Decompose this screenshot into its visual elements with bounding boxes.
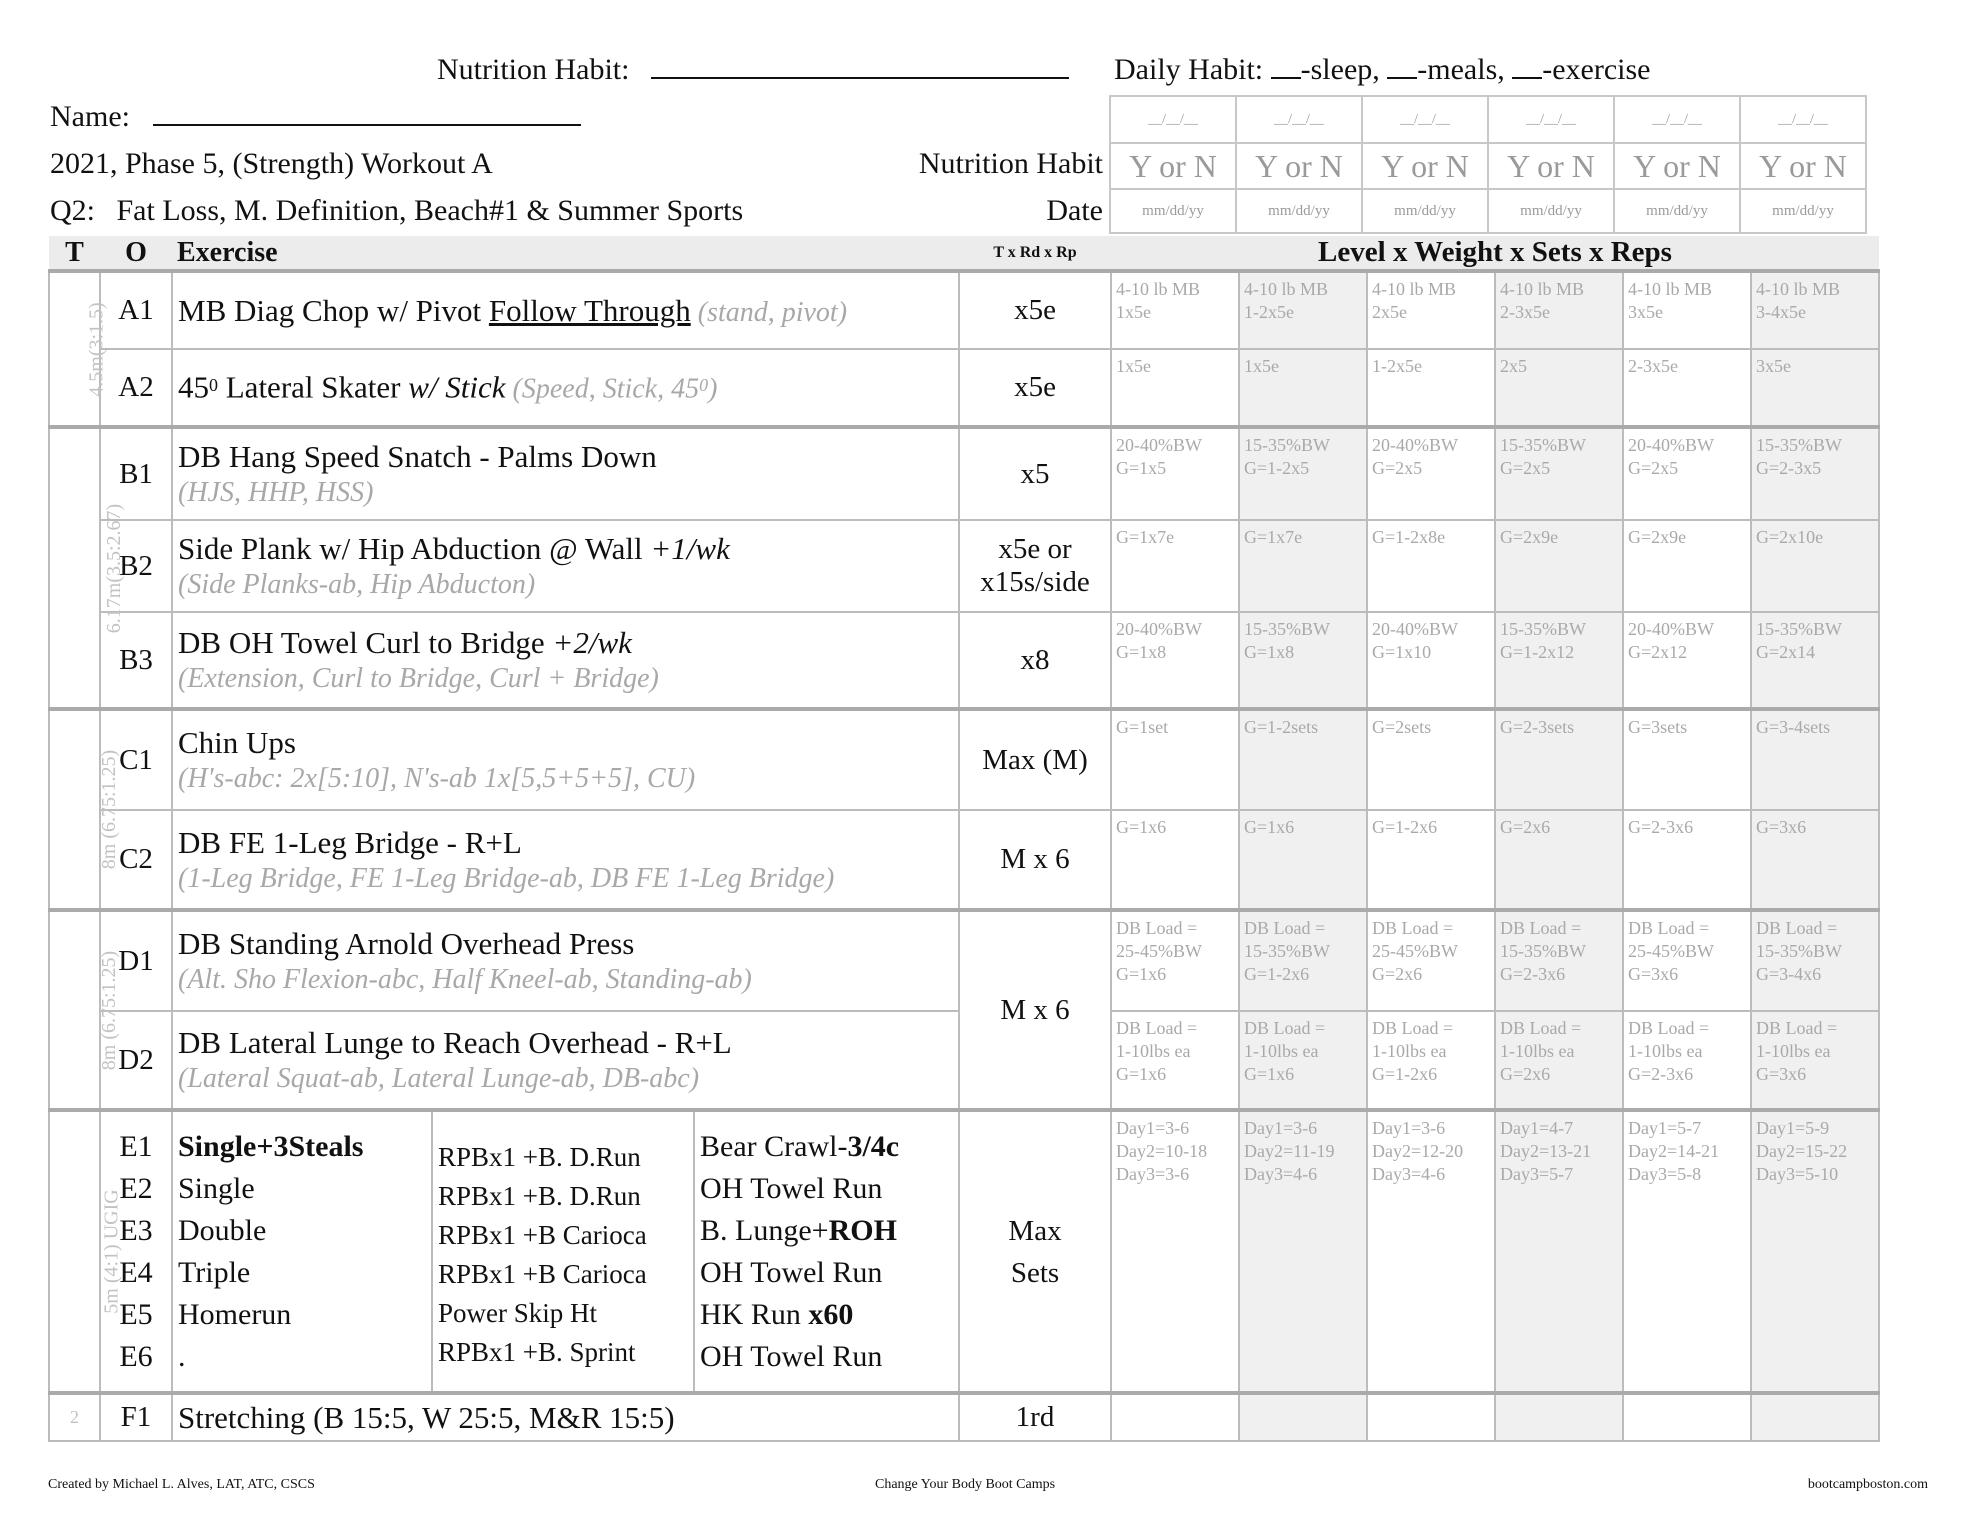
footer-website[interactable]: bootcampboston.com [1807,1477,1928,1492]
level-cell[interactable]: 2-3x5e [1623,349,1751,427]
level-cell[interactable]: 4-10 lb MB 2x5e [1367,271,1495,349]
level-cell[interactable]: G=1x7e [1111,520,1239,612]
blank-cell[interactable]: __/__/__ [1362,96,1488,143]
date-cell[interactable]: mm/dd/yy [1110,189,1236,233]
level-cell[interactable]: Day1=4-7 Day2=13-21 Day3=5-7 [1495,1110,1623,1393]
level-cell[interactable]: Day1=3-6 Day2=11-19 Day3=4-6 [1239,1110,1367,1393]
col-t: T [49,236,100,271]
nutrition-habit-line [437,53,1069,87]
exercise-label: -exercise [1542,53,1651,86]
level-cell[interactable]: G=2-3x6 [1623,810,1751,910]
workout-table [48,236,1880,1442]
order-label: A1 [100,271,172,349]
yn-cell[interactable]: Y or N [1362,143,1488,189]
name-line [50,100,581,134]
row-e [49,1110,1879,1393]
level-cell[interactable]: 4-10 lb MB 3-4x5e [1751,271,1879,349]
yn-cell[interactable]: Y or N [1614,143,1740,189]
level-cell[interactable]: 15-35%BW G=1-2x5 [1239,427,1367,520]
nutrition-habit-blank[interactable] [651,53,1069,79]
meals-label: -meals, [1417,53,1505,86]
level-cell[interactable]: 20-40%BW G=2x5 [1623,427,1751,520]
row-nutrition-label: Nutrition Habit [918,147,1103,180]
name-blank[interactable] [153,100,581,126]
txr-cell: Max Sets [959,1110,1111,1393]
level-cell[interactable]: 4-10 lb MB 2-3x5e [1495,271,1623,349]
level-cell[interactable]: 20-40%BW G=2x5 [1367,427,1495,520]
group-label-a: 4.5m(3:1.5) [49,271,100,427]
blank-cell[interactable]: __/__/__ [1236,96,1362,143]
txr-cell: x8 [959,612,1111,709]
level-cell[interactable]: G=2x9e [1495,520,1623,612]
level-cell[interactable]: Day1=5-9 Day2=15-22 Day3=5-10 [1751,1110,1879,1393]
level-cell[interactable]: G=2-3sets [1495,709,1623,810]
yn-cell[interactable]: Y or N [1110,143,1236,189]
exercise-cell: DB FE 1-Leg Bridge - R+L (1-Leg Bridge, FE 1-Leg Bridge-ab, DB FE 1-Leg Bridge) [172,810,959,910]
level-cell[interactable]: DB Load = 1-10lbs ea G=1x6 [1111,1011,1239,1110]
level-cell[interactable]: Day1=3-6 Day2=10-18 Day3=3-6 [1111,1110,1239,1393]
level-cell[interactable]: DB Load = 15-35%BW G=2-3x6 [1495,910,1623,1011]
level-cell[interactable]: G=1-2x6 [1367,810,1495,910]
blank-cell[interactable]: __/__/__ [1614,96,1740,143]
goals-text: Fat Loss, M. Definition, Beach#1 & Summer Sports [116,194,744,227]
level-cell[interactable]: DB Load = 1-10lbs ea G=3x6 [1751,1011,1879,1110]
level-cell[interactable] [1111,1393,1239,1441]
level-cell[interactable]: 20-40%BW G=1x8 [1111,612,1239,709]
level-cell[interactable]: G=3x6 [1751,810,1879,910]
level-cell[interactable]: DB Load = 25-45%BW G=3x6 [1623,910,1751,1011]
level-cell[interactable] [1495,1393,1623,1441]
col-txr: T x Rd x Rp [959,236,1111,271]
level-cell[interactable] [1623,1393,1751,1441]
col-levels: Level x Weight x Sets x Reps [1111,236,1879,271]
group-label-e: 5m (4:1) UGIG [49,1110,100,1393]
order-label: D2 [100,1011,172,1110]
level-cell[interactable]: DB Load = 15-35%BW G=3-4x6 [1751,910,1879,1011]
exercise-cell: MB Diag Chop w/ Pivot Follow Through (stand, pivot) [172,271,959,349]
level-cell[interactable]: DB Load = 25-45%BW G=2x6 [1367,910,1495,1011]
level-cell[interactable]: 4-10 lb MB 3x5e [1623,271,1751,349]
order-label: B3 [100,612,172,709]
level-cell[interactable] [1751,1393,1879,1441]
yn-cell[interactable]: Y or N [1236,143,1362,189]
e-mid-cell: RPBx1 +B. D.Run RPBx1 +B. D.Run RPBx1 +B Carioca RPBx1 +B Carioca Power Skip Ht RPBx1 +B. Sprint [432,1110,694,1393]
txr-cell: M x 6 [959,910,1111,1110]
level-cell[interactable]: DB Load = 1-10lbs ea G=1x6 [1239,1011,1367,1110]
txr-cell: 1rd [959,1393,1111,1441]
level-cell[interactable] [1239,1393,1367,1441]
level-cell[interactable]: 1x5e [1239,349,1367,427]
row-b2 [49,520,1879,612]
level-cell[interactable]: 1x5e [1111,349,1239,427]
footer-credit: Created by Michael L. Alves, LAT, ATC, CSCS [48,1477,315,1492]
level-cell[interactable]: G=2sets [1367,709,1495,810]
level-cell[interactable]: 15-35%BW G=2x5 [1495,427,1623,520]
level-cell[interactable]: DB Load = 1-10lbs ea G=1-2x6 [1367,1011,1495,1110]
blank-cell[interactable]: __/__/__ [1740,96,1866,143]
exercise-cell: Side Plank w/ Hip Abduction @ Wall +1/wk (Side Planks-ab, Hip Abducton) [172,520,959,612]
level-cell[interactable]: G=1x7e [1239,520,1367,612]
order-label: A2 [100,349,172,427]
date-cell[interactable]: mm/dd/yy [1488,189,1614,233]
level-cell[interactable]: G=1-2x8e [1367,520,1495,612]
level-cell[interactable]: DB Load = 1-10lbs ea G=2-3x6 [1623,1011,1751,1110]
name-label: Name: [50,100,130,133]
date-cell[interactable]: mm/dd/yy [1740,189,1866,233]
level-cell[interactable]: 2x5 [1495,349,1623,427]
nutrition-habit-label: Nutrition Habit: [437,53,630,86]
txr-cell: M x 6 [959,810,1111,910]
quarter-label: Q2: [50,194,95,227]
level-cell[interactable]: 4-10 lb MB 1x5e [1111,271,1239,349]
level-cell[interactable]: G=1set [1111,709,1239,810]
row-d1 [49,910,1879,1011]
level-cell[interactable]: DB Load = 1-10lbs ea G=2x6 [1495,1011,1623,1110]
group-label-d: 8m (6.75:1.25) [49,910,100,1110]
level-cell[interactable]: G=2x9e [1623,520,1751,612]
footer-company: Change Your Body Boot Camps [875,1477,1056,1492]
group-label-f: 2 [49,1393,100,1441]
txr-cell: Max (M) [959,709,1111,810]
blank-cell[interactable]: __/__/__ [1488,96,1614,143]
level-cell[interactable]: Day1=5-7 Day2=14-21 Day3=5-8 [1623,1110,1751,1393]
order-label: F1 [100,1393,172,1441]
level-cell[interactable]: G=1-2sets [1239,709,1367,810]
level-cell[interactable]: G=3-4sets [1751,709,1879,810]
order-label: D1 [100,910,172,1011]
col-exercise: Exercise [172,236,959,271]
level-cell[interactable]: G=2x6 [1495,810,1623,910]
row-f1 [49,1393,1879,1441]
level-cell[interactable]: Day1=3-6 Day2=12-20 Day3=4-6 [1367,1110,1495,1393]
txr-cell: x5e [959,349,1111,427]
level-cell[interactable]: DB Load = 25-45%BW G=1x6 [1111,910,1239,1011]
level-cell[interactable]: 15-35%BW G=1-2x12 [1495,612,1623,709]
exercise-cell: Chin Ups (H's-abc: 2x[5:10], N's-ab 1x[5,5+5+5], CU) [172,709,959,810]
level-cell[interactable]: 20-40%BW G=2x12 [1623,612,1751,709]
level-cell[interactable]: DB Load = 15-35%BW G=1-2x6 [1239,910,1367,1011]
blank-cell[interactable]: __/__/__ [1110,96,1236,143]
e-names-cell: Single+3Steals Single Double Triple Homerun . [172,1110,432,1393]
tracking-grid [1109,95,1867,234]
meals-blank[interactable] [1387,77,1417,79]
level-cell[interactable]: 4-10 lb MB 1-2x5e [1239,271,1367,349]
sleep-blank[interactable] [1271,77,1301,79]
daily-habit-label: Daily Habit: [1114,53,1264,86]
workout-title: 2021, Phase 5, (Strength) Workout A [50,147,493,180]
e-right-cell: Bear Crawl-3/4c OH Towel Run B. Lunge+ROH OH Towel Run HK Run x60 OH Towel Run [694,1110,959,1393]
exercise-cell: DB Hang Speed Snatch - Palms Down (HJS, HHP, HSS) [172,427,959,520]
sleep-label: -sleep, [1300,53,1380,86]
yn-cell[interactable]: Y or N [1740,143,1866,189]
exercise-cell: DB Lateral Lunge to Reach Overhead - R+L (Lateral Squat-ab, Lateral Lunge-ab, DB-abc) [172,1011,959,1110]
row-a2 [49,349,1879,427]
order-list-e: E1 E2 E3 E4 E5 E6 [100,1110,172,1393]
level-cell[interactable]: 3x5e [1751,349,1879,427]
daily-habit-line [1114,53,1651,87]
exercise-cell: Stretching (B 15:5, W 25:5, M&R 15:5) [172,1393,959,1441]
exercise-cell: $45^0$ Lateral Skater w/ Stick (Speed, Stick, $45^0$) [172,349,959,427]
level-cell[interactable]: 15-35%BW G=1x8 [1239,612,1367,709]
exercise-cell: DB Standing Arnold Overhead Press (Alt. Sho Flexion-abc, Half Kneel-ab, Standing-ab) [172,910,959,1011]
level-cell[interactable]: G=3sets [1623,709,1751,810]
column-header-row [49,236,1879,271]
level-cell[interactable]: 15-35%BW G=2-3x5 [1751,427,1879,520]
yn-cell[interactable]: Y or N [1488,143,1614,189]
exercise-cell: DB OH Towel Curl to Bridge +2/wk (Extension, Curl to Bridge, Curl + Bridge) [172,612,959,709]
row-a1 [49,271,1879,349]
row-c1 [49,709,1879,810]
col-o: O [100,236,172,271]
row-c2 [49,810,1879,910]
date-cell[interactable]: mm/dd/yy [1362,189,1488,233]
order-label: B2 [100,520,172,612]
order-label: C2 [100,810,172,910]
txr-cell: x5e [959,271,1111,349]
level-cell[interactable]: 20-40%BW G=1x5 [1111,427,1239,520]
level-cell[interactable]: 20-40%BW G=1x10 [1367,612,1495,709]
level-cell[interactable]: 1-2x5e [1367,349,1495,427]
level-cell[interactable]: G=1x6 [1239,810,1367,910]
group-label-c: 8m (6.75:1.25) [49,709,100,910]
date-cell[interactable]: mm/dd/yy [1236,189,1362,233]
row-date-label: Date [1046,194,1103,227]
row-b3 [49,612,1879,709]
group-label-b: 6.17m(3.5:2.67) [49,427,100,709]
txr-cell: x5 [959,427,1111,520]
order-label: C1 [100,709,172,810]
level-cell[interactable] [1367,1393,1495,1441]
txr-cell: x5e or x15s/side [959,520,1111,612]
level-cell[interactable]: G=2x10e [1751,520,1879,612]
exercise-blank[interactable] [1512,77,1542,79]
order-label: B1 [100,427,172,520]
row-b1 [49,427,1879,520]
date-cell[interactable]: mm/dd/yy [1614,189,1740,233]
level-cell[interactable]: 15-35%BW G=2x14 [1751,612,1879,709]
goals-line [50,194,743,228]
level-cell[interactable]: G=1x6 [1111,810,1239,910]
